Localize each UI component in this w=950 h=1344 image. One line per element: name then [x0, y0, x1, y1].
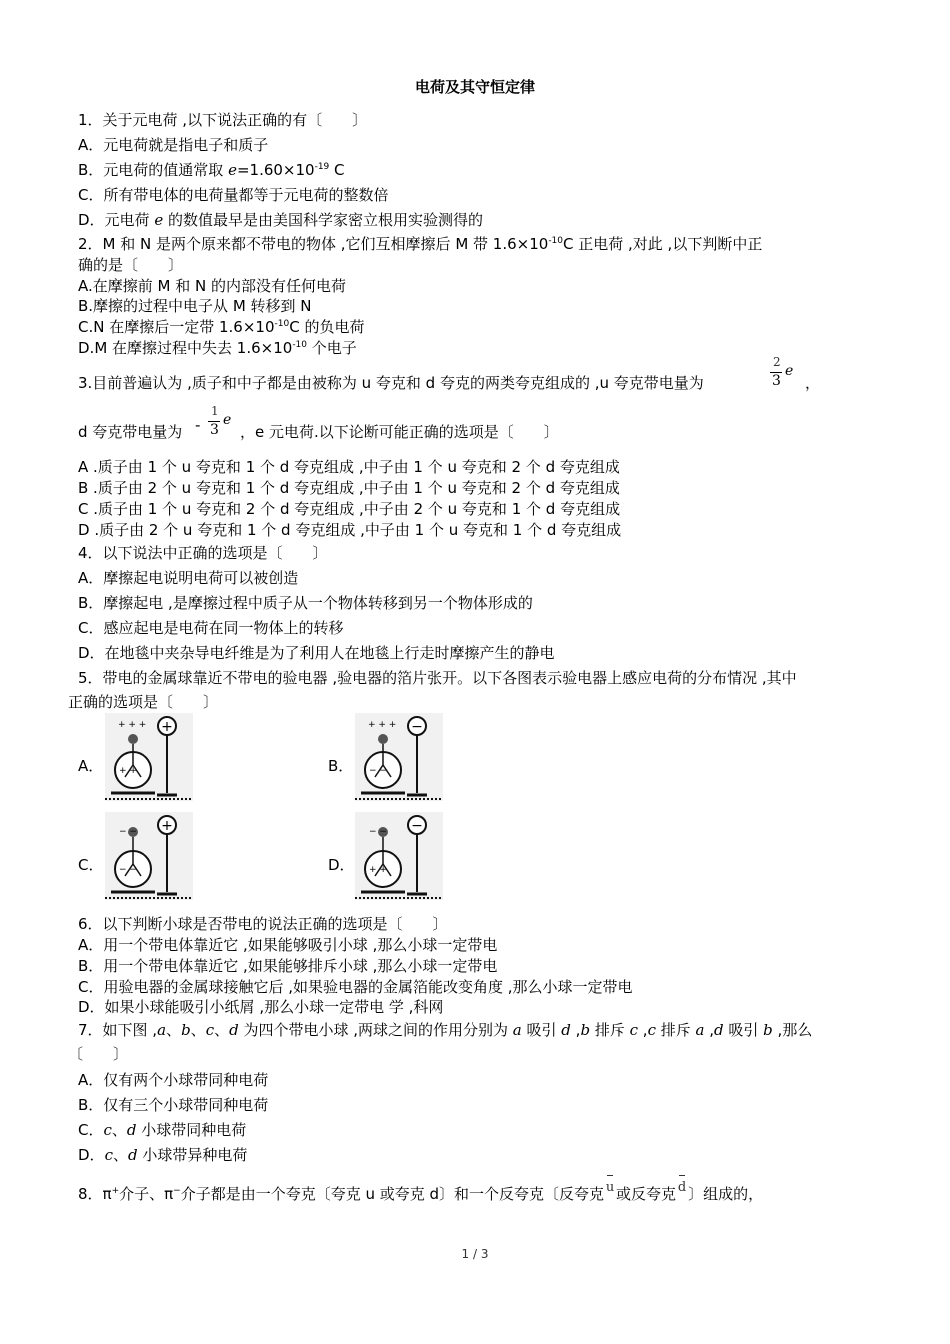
q3-option-b: B .质子由 2 个 u 夸克和 1 个 d 夸克组成 ,中子由 1 个 u 夸克和 2 个 d 夸克组成	[78, 479, 620, 497]
q7-stem-part: a	[512, 1021, 522, 1039]
q7-stem-part: ,	[638, 1021, 648, 1039]
q8-part3: 介子都是由一个夸克〔夸克 u 或夸克 d〕和一个反夸克〔反夸克	[180, 1185, 605, 1203]
q2-stem-post: C 正电荷 ,对此 ,以下判断中正	[563, 235, 763, 253]
q1-d-var: e	[154, 211, 164, 229]
q5-label-c: C．	[78, 856, 104, 874]
q2-d-exp: -10	[292, 340, 308, 350]
q7-option-d	[78, 1145, 247, 1165]
q7-option-b: B．仅有三个小球带同种电荷	[78, 1096, 269, 1114]
q6-option-d: D．如果小球能吸引小纸屑 ,那么小球一定带电 学 ,科网	[78, 998, 444, 1016]
q3-fraction-one-third	[208, 404, 238, 444]
q1-b-exp: -19	[314, 162, 330, 172]
q7-stem-part: ,	[704, 1021, 715, 1039]
fig-b-knob	[378, 734, 388, 744]
q7-c-var2: d	[126, 1121, 137, 1139]
fig-a-knob	[128, 734, 138, 744]
q5-label-b: B．	[328, 757, 354, 775]
q1-b-pre: B．元电荷的值通常取	[78, 161, 229, 179]
q7-d-post: 小球带异种电荷	[137, 1146, 248, 1164]
q1-option-c: C．所有带电体的电荷量都等于元电荷的整数倍	[78, 186, 389, 204]
q2-option-b: B.摩擦的过程中电子从 M 转移到 N	[78, 297, 312, 315]
q8-anti-u-letter: u	[605, 1180, 615, 1195]
electroscope-figure-d	[355, 812, 443, 900]
electroscope-figure-b	[355, 713, 443, 801]
q2-d-post: 个电子	[307, 339, 357, 357]
page-number: 1 / 3	[461, 1247, 489, 1261]
q8-part1: 8．π	[78, 1185, 112, 1203]
q8-part4: 或反夸克	[616, 1185, 677, 1203]
q6-option-a: A．用一个带电体靠近它 ,如果能够吸引小球 ,那么小球一定带电	[78, 936, 498, 954]
q4-option-d: D．在地毯中夹杂导电纤维是为了利用人在地毯上行走时摩擦产生的静电	[78, 644, 555, 662]
q7-stem-part: 吸引	[723, 1021, 764, 1039]
q5-label-a: A．	[78, 757, 104, 775]
q3-option-a: A .质子由 1 个 u 夸克和 1 个 d 夸克组成 ,中子由 1 个 u 夸克和 2 个 d 夸克组成	[78, 458, 620, 476]
q7-stem-part: 7．如下图 ,	[78, 1021, 158, 1039]
q1-option-a: A．元电荷就是指电子和质子	[78, 136, 269, 154]
q2-option-c	[78, 317, 364, 337]
q7-stem-part: a	[157, 1021, 167, 1039]
q7-stem-part: 排斥	[655, 1021, 696, 1039]
q8-anti-d-bar	[679, 1175, 685, 1176]
q7-stem-part: 、	[166, 1021, 182, 1039]
q3-frac1-den: 3	[772, 373, 781, 389]
electroscope-figure-c	[105, 812, 193, 900]
fig-b-top-charges: + + +	[368, 720, 397, 730]
q3-frac2-den: 3	[210, 422, 219, 438]
q3-frac2-sign: -	[195, 416, 201, 434]
q7-c-var1: c	[103, 1121, 112, 1139]
q1-option-d	[78, 210, 483, 230]
q6-option-c: C．用验电器的金属球接触它后 ,如果验电器的金属箔能改变角度 ,那么小球一定带电	[78, 978, 633, 996]
q1-stem: 1．关于元电荷 ,以下说法正确的有〔 〕	[78, 111, 368, 129]
q7-stem-line2: 〔 〕	[68, 1045, 129, 1063]
q7-stem-part: b	[763, 1021, 773, 1039]
q7-stem-part: ,那么	[772, 1021, 813, 1039]
q7-stem-line1	[78, 1020, 812, 1040]
q8-anti-u-bar	[607, 1175, 613, 1176]
q2-c-post: C 的负电荷	[289, 318, 365, 336]
fig-b-ball-sign: −	[411, 719, 423, 735]
q8-sup1: +	[111, 1186, 120, 1196]
q2-stem-pre: 2．M 和 N 是两个原来都不带电的物体 ,它们互相摩擦后 M 带 1.6×10	[78, 235, 549, 253]
q7-stem-part: c	[629, 1021, 639, 1039]
q2-stem-line2: 确的是〔 〕	[78, 256, 184, 274]
q4-stem: 4．以下说法中正确的选项是〔 〕	[78, 544, 328, 562]
q7-c-mid: 、	[111, 1121, 127, 1139]
q4-option-b: B．摩擦起电 ,是摩擦过程中质子从一个物体转移到另一个物体形成的	[78, 594, 533, 612]
q7-stem-part: 、	[190, 1021, 206, 1039]
q3-stem-line1: 3.目前普遍认为 ,质子和中子都是由被称为 u 夸克和 d 夸克的两类夸克组成的 ,u 夸克带电量为	[78, 374, 704, 392]
q2-option-d	[78, 338, 357, 358]
q8-part5: 〕组成的，	[688, 1185, 764, 1203]
q2-c-pre: C.N 在摩擦后一定带 1.6×10	[78, 318, 275, 336]
fig-b-leaf-charges: − −	[369, 766, 387, 776]
q3-stem-line2-post: ，e 元电荷.以下论断可能正确的选项是〔 〕	[240, 423, 559, 441]
q5-stem-line2: 正确的选项是〔 〕	[68, 693, 219, 711]
fig-c-top-charges: − −	[119, 827, 137, 837]
fig-a-leaf-charges: + +	[119, 766, 137, 776]
q7-d-var2: d	[127, 1146, 138, 1164]
fig-c-bg	[105, 812, 193, 900]
fig-d-top-charges: − −	[369, 827, 387, 837]
q7-d-pre: D．	[78, 1146, 105, 1164]
fig-d-ball-sign: −	[411, 818, 423, 834]
q7-d-mid: 、	[112, 1146, 128, 1164]
electroscope-figure-a	[105, 713, 193, 801]
q7-stem-part: b	[181, 1021, 191, 1039]
q7-d-var1: c	[104, 1146, 113, 1164]
q7-stem-part: d	[561, 1021, 571, 1039]
q3-fraction-two-thirds	[770, 355, 800, 395]
q8-anti-d	[676, 1175, 688, 1198]
q3-frac2-var: e	[223, 412, 232, 428]
q2-stem-line1	[78, 234, 762, 254]
q2-option-a: A.在摩擦前 M 和 N 的内部没有任何电荷	[78, 277, 347, 295]
q3-frac1-num: 2	[773, 355, 781, 369]
q7-option-c	[78, 1120, 246, 1140]
q4-option-a: A．摩擦起电说明电荷可以被创造	[78, 569, 299, 587]
q2-d-pre: D.M 在摩擦过程中失去 1.6×10	[78, 339, 293, 357]
q4-option-c: C．感应起电是电荷在同一物体上的转移	[78, 619, 344, 637]
q7-stem-part: d	[714, 1021, 724, 1039]
fig-c-leaf-charges: − −	[119, 865, 137, 875]
q3-option-c: C .质子由 1 个 u 夸克和 2 个 d 夸克组成 ,中子由 2 个 u 夸克和 1 个 d 夸克组成	[78, 500, 621, 518]
q3-frac1-var: e	[785, 363, 794, 379]
q7-stem-part: 为四个带电小球 ,两球之间的作用分别为	[238, 1021, 513, 1039]
fig-a-top-charges: + + +	[118, 720, 147, 730]
fig-a-ball-sign: +	[161, 719, 173, 735]
q3-stem-line1-end: ，	[805, 374, 821, 392]
q7-option-a: A．仅有两个小球带同种电荷	[78, 1071, 269, 1089]
q1-b-post: C	[329, 161, 345, 179]
q5-stem-line1: 5．带电的金属球靠近不带电的验电器 ,验电器的箔片张开。以下各图表示验电器上感应电荷的分布情况 ,其中	[78, 669, 797, 687]
q8-stem	[78, 1180, 764, 1206]
q8-sup2: −	[173, 1186, 181, 1196]
q3-stem-line2-pre: d 夸克带电量为	[78, 423, 183, 441]
q1-d-pre: D．元电荷	[78, 211, 155, 229]
q6-option-b: B．用一个带电体靠近它 ,如果能够排斥小球 ,那么小球一定带电	[78, 957, 498, 975]
q8-anti-u	[604, 1175, 616, 1198]
q5-label-d: D．	[328, 856, 355, 874]
q1-b-var: e	[228, 161, 237, 179]
q7-stem-part: c	[647, 1021, 656, 1039]
q7-c-post: 小球带同种电荷	[136, 1121, 247, 1139]
q7-stem-part: c	[205, 1021, 215, 1039]
q1-b-mid: =1.60×10	[236, 161, 315, 179]
q7-stem-part: a	[695, 1021, 705, 1039]
q7-stem-part: ,	[570, 1021, 581, 1039]
q1-d-post: 的数值最早是由美国科学家密立根用实验测得的	[163, 211, 483, 229]
q6-stem: 6．以下判断小球是否带电的说法正确的选项是〔 〕	[78, 915, 448, 933]
q1-option-b	[78, 160, 345, 180]
page-title: 电荷及其守恒定律	[414, 78, 535, 96]
q7-stem-part: b	[580, 1021, 591, 1039]
q3-frac2-num: 1	[211, 404, 219, 418]
q7-stem-part: 吸引	[521, 1021, 562, 1039]
q2-c-exp: -10	[274, 319, 290, 329]
q7-c-pre: C．	[78, 1121, 104, 1139]
q7-stem-part: d	[229, 1021, 239, 1039]
fig-d-bg	[355, 812, 443, 900]
fig-c-ball-sign: +	[161, 818, 173, 834]
q7-stem-part: 、	[214, 1021, 230, 1039]
q7-stem-part: 排斥	[590, 1021, 630, 1039]
q2-stem-exp: -10	[548, 236, 564, 246]
fig-d-leaf-charges: + +	[369, 865, 387, 875]
q8-part2: 介子、π	[119, 1185, 174, 1203]
q8-anti-d-letter: d	[677, 1180, 687, 1195]
q3-option-d: D .质子由 2 个 u 夸克和 1 个 d 夸克组成 ,中子由 1 个 u 夸克和 1 个 d 夸克组成	[78, 521, 622, 539]
